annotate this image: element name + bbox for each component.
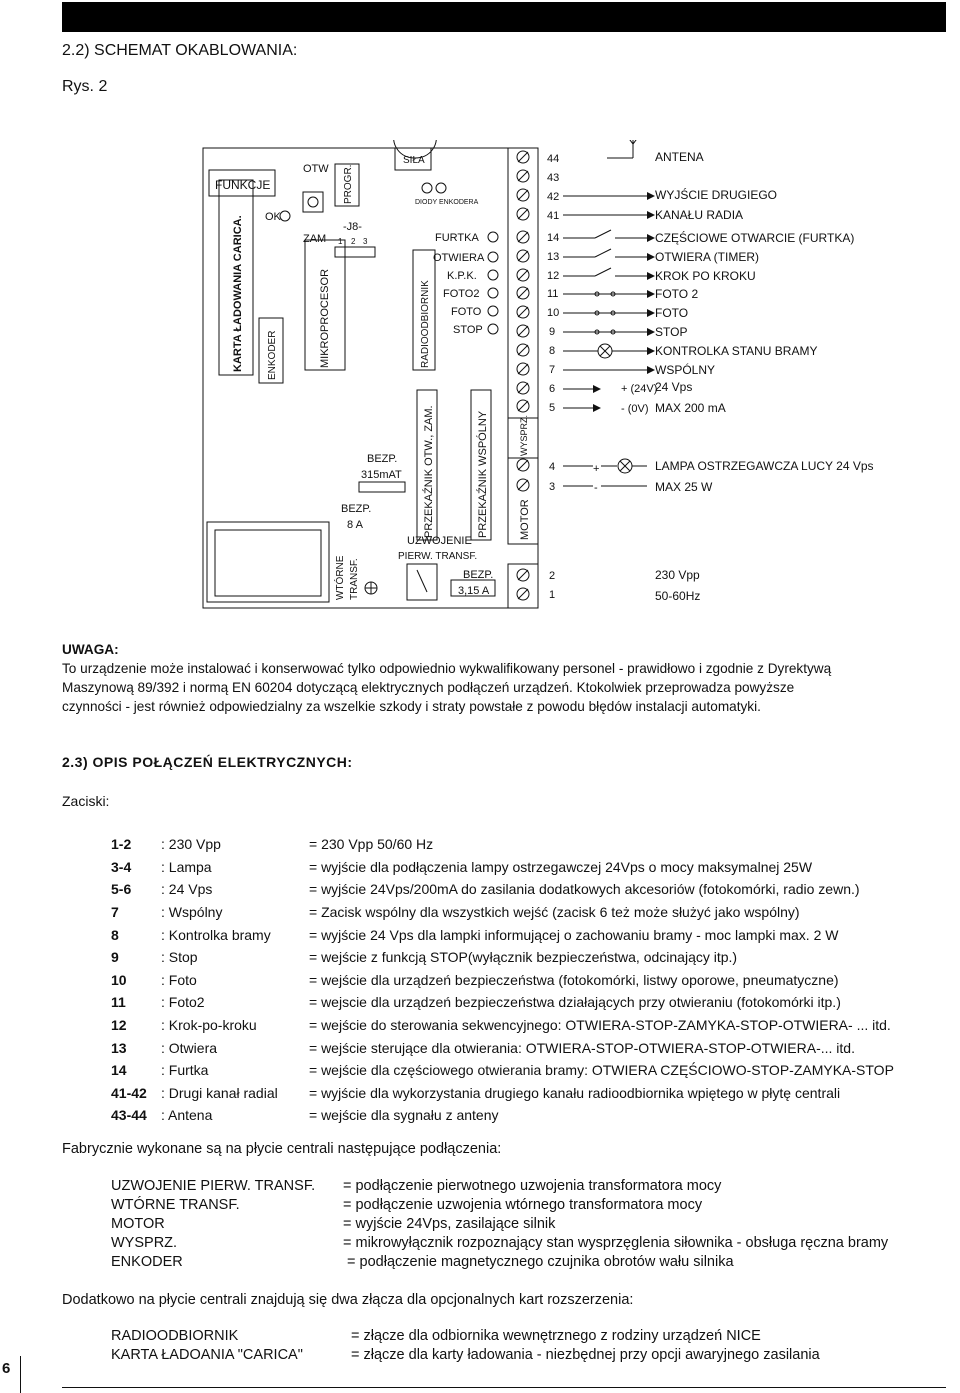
terminal-table <box>111 833 894 1127</box>
terminal-10: 10 <box>547 307 560 319</box>
page-number: 6 <box>2 1360 11 1377</box>
terminal-desc: = wyjście dla podłączenia lampy ostrzegawczej 24Vps o mocy maksymalnej 25W <box>309 858 813 875</box>
diody-label: DIODY ENKODERA <box>415 199 479 206</box>
j8-pin-3: 3 <box>363 237 368 246</box>
terminal-desc: = wyjście 24Vps/200mA do zasilania dodatkowych akcesoriów (fotokomórki, radio zewn.) <box>309 881 860 898</box>
label-czesciowe: CZĘŚCIOWE OTWARCIE (FURTKA) <box>655 231 855 245</box>
terminal-1: 1 <box>549 589 556 601</box>
terminal-row <box>111 991 894 1014</box>
terminal-14: 14 <box>547 232 560 244</box>
terminal-desc: = 230 Vpp 50/60 Hz <box>309 836 434 853</box>
factory-key: ENKODER <box>111 1254 183 1270</box>
polarity-t6: + (24V) <box>621 383 658 395</box>
terminal-row <box>111 969 894 992</box>
terminal-3: 3 <box>549 481 556 493</box>
terminal-num: 3-4 <box>111 858 132 875</box>
polarity-t3: - <box>594 482 598 494</box>
terminal-row <box>111 878 894 901</box>
led-label-otwiera: OTWIERA <box>433 252 485 264</box>
factory-key: MOTOR <box>111 1216 165 1232</box>
label-230vpp: 230 Vpp <box>655 568 700 582</box>
terminal-row <box>111 901 894 924</box>
ok-button <box>280 211 290 221</box>
factory-item <box>111 1196 888 1215</box>
uzwojenie-2: PIERW. TRANSF. <box>398 551 478 562</box>
bezp-315mat-2: 315mAT <box>361 469 402 481</box>
terminal-row <box>111 1036 894 1059</box>
expansion-item <box>111 1346 820 1365</box>
factory-intro: Fabrycznie wykonane są na płycie centrali następujące podłączenia: <box>62 1141 502 1157</box>
expansion-value: = złącze dla odbiornika wewnętrznego z rodziny urządzeń NICE <box>351 1328 761 1344</box>
wtorne-1: WTÓRNE <box>335 555 346 600</box>
led-label-foto: FOTO <box>451 306 482 318</box>
zaciski-label: Zaciski: <box>62 793 110 809</box>
enkoder-label: ENKODER <box>267 330 278 380</box>
bezp-315mat-1: BEZP. <box>367 453 398 465</box>
factory-value: = podłączenie pierwotnego uzwojenia transformatora mocy <box>343 1178 722 1194</box>
terminal-desc: = wejście z funkcją STOP(wyłącznik bezpieczeństwa, odcinający itp.) <box>309 949 738 966</box>
label-max200: MAX 200 mA <box>655 401 726 415</box>
factory-item <box>111 1215 888 1234</box>
factory-list <box>111 1177 888 1272</box>
label-vps: 24 Vps <box>655 380 693 394</box>
terminal-name: : Foto2 <box>161 994 205 1011</box>
polarity-t4: + <box>593 463 600 475</box>
label-foto: FOTO <box>655 306 689 320</box>
led-label-foto2: FOTO2 <box>443 288 480 300</box>
factory-item <box>111 1177 888 1196</box>
label-hz: 50-60Hz <box>655 589 701 603</box>
terminal-name: : Kontrolka bramy <box>161 926 271 943</box>
terminal-12: 12 <box>547 270 560 282</box>
motor-label: MOTOR <box>519 499 531 540</box>
warning-line-3: czynności - jest również odpowiedzialny za wszelkie szkody i straty powstałe z powodu błędów instalacji automatyki. <box>62 699 761 714</box>
funkcje-label: FUNKCJE <box>215 178 271 192</box>
header-bar <box>62 2 946 32</box>
otw-label: OTW <box>303 163 329 175</box>
terminal-name: : Lampa <box>161 858 212 875</box>
factory-item <box>111 1253 888 1272</box>
terminal-2: 2 <box>549 570 556 582</box>
label-kontrolka: KONTROLKA STANU BRAMY <box>655 344 818 358</box>
terminal-row <box>111 833 894 856</box>
transformer-core <box>215 530 321 596</box>
led-label-stop: STOP <box>453 324 483 336</box>
label-krok: KROK PO KROKU <box>655 269 756 283</box>
led-label-furtka: FURTKA <box>435 232 479 244</box>
terminal-num: 14 <box>111 1062 127 1079</box>
terminal-desc: = wejście dla urządzeń bezpieczeństwa (fotokomórki, listwy oporowe, pneumatyczne) <box>309 971 839 988</box>
terminal-num: 8 <box>111 926 119 943</box>
terminal-name: : Antena <box>161 1107 213 1124</box>
polarity-t5: - (0V) <box>621 403 649 415</box>
bezp-315a-2: 3,15 A <box>458 585 490 597</box>
terminal-name: : Foto <box>161 971 197 988</box>
zam-label: ZAM <box>303 233 327 245</box>
terminal-num: 9 <box>111 949 119 966</box>
terminal-num: 5-6 <box>111 881 132 898</box>
factory-key: UZWOJENIE PIERW. TRANSF. <box>111 1178 316 1194</box>
wtorne-2: TRANSF. <box>349 558 360 600</box>
label-wyjscie2: KANAŁU RADIA <box>655 208 744 222</box>
terminal-name: : Drugi kanał radial <box>161 1084 278 1101</box>
terminal-row <box>111 1082 894 1105</box>
uzwojenie-1: UZWOJENIE <box>407 535 472 547</box>
label-stop: STOP <box>655 325 688 339</box>
terminal-row <box>111 1104 894 1127</box>
terminal-numbers <box>547 153 559 601</box>
terminal-num: 1-2 <box>111 836 132 853</box>
connection-labels <box>655 150 874 603</box>
terminal-name: : 230 Vpp <box>161 836 221 853</box>
bezp-8a-1: BEZP. <box>341 503 372 515</box>
terminal-row <box>111 923 894 946</box>
progr-label: PROGR. <box>343 164 354 204</box>
terminal-num: 7 <box>111 904 119 921</box>
transformer-block <box>207 522 329 602</box>
bottom-rule <box>62 1387 946 1388</box>
terminal-num: 41-42 <box>111 1084 147 1101</box>
label-otwiera: OTWIERA (TIMER) <box>655 250 759 264</box>
warning-line-1: To urządzenie może instalować i konserwować tylko odpowiednio wykwalifikowany personel - prawidłowo i zgodnie z Dyrektywą <box>62 661 832 676</box>
terminal-row <box>111 1014 894 1037</box>
terminal-desc: = wyjście dla wykorzystania drugiego kanału radioodbiornika wpiętego w płytę centrali <box>309 1084 841 1101</box>
warning-title: UWAGA: <box>62 642 119 657</box>
bezp-315a-1: BEZP. <box>463 569 494 581</box>
expansion-key: KARTA ŁADOANIA "CARICA" <box>111 1347 303 1363</box>
j8-pin-1: 1 <box>338 237 343 246</box>
factory-value: = wyjście 24Vps, zasilające silnik <box>343 1216 556 1232</box>
relay-otw-label: PRZEKAŹNIK OTW., ZAM. <box>423 405 435 538</box>
terminal-num: 13 <box>111 1039 127 1056</box>
mikroprocesor-label: MIKROPROCESOR <box>319 268 331 368</box>
led-label-kpk: K.P.K. <box>447 270 477 282</box>
terminal-row <box>111 856 894 879</box>
terminal-desc: = wejście sterujące dla otwierania: OTWIERA-STOP-OTWIERA-STOP-OTWIERA-... itd. <box>309 1039 855 1056</box>
terminal-7: 7 <box>549 364 556 376</box>
terminal-8: 8 <box>549 345 556 357</box>
warning-line-2: Maszynową 89/392 i normą EN 60204 dotyczącą elektrycznych podłączeń urządzeń. Ktokolwiek przeprowadza powyższe <box>62 680 795 695</box>
terminal-name: : Krok-po-kroku <box>161 1017 257 1034</box>
terminal-strip-top <box>508 148 538 418</box>
terminal-desc: = wejscie dla urządzeń bezpieczeństwa działających przy otwieraniu (fotokomórki itp.) <box>309 994 841 1011</box>
terminal-11: 11 <box>547 288 559 300</box>
terminal-desc: = wejście dla sygnału z anteny <box>309 1107 499 1124</box>
label-max25: MAX 25 W <box>655 480 713 494</box>
terminal-desc: = Zacisk wspólny dla wszystkich wejść (zacisk 6 też może służyć jako wspólny) <box>309 904 800 921</box>
expansion-item <box>111 1327 820 1346</box>
terminal-5: 5 <box>549 402 556 414</box>
expansion-intro: Dodatkowo na płycie centrali znajdują się dwa złącza dla opcjonalnych kart rozszerzenia: <box>62 1292 634 1308</box>
factory-value: = podłączenie uzwojenia wtórnego transformatora mocy <box>343 1197 703 1213</box>
terminal-num: 43-44 <box>111 1107 147 1124</box>
radio-label: RADIOODBIORNIK <box>420 280 431 368</box>
led-column <box>433 232 498 336</box>
terminal-num: 12 <box>111 1017 127 1034</box>
relay-wsp-label: PRZEKAŹNIK WSPÓLNY <box>477 410 489 538</box>
terminal-num: 11 <box>111 994 126 1011</box>
sila-label: SIŁA <box>403 155 425 166</box>
factory-value: = mikrowyłącznik rozpoznający stan wysprzęglenia siłownika - obsługa ręczna bramy <box>343 1235 889 1251</box>
section-heading-2-2: 2.2) SCHEMAT OKABLOWANIA: <box>62 42 298 59</box>
j8-label: -J8- <box>343 221 362 233</box>
expansion-value: = złącze dla karty ładowania - niezbędnej przy opcji awaryjnego zasilania <box>351 1347 820 1363</box>
figure-label: Rys. 2 <box>62 78 108 95</box>
terminal-row <box>111 946 894 969</box>
expansion-list <box>111 1327 820 1365</box>
label-antena: ANTENA <box>655 150 704 164</box>
factory-key: WTÓRNE TRANSF. <box>111 1197 240 1213</box>
terminal-desc: = wyjście 24 Vps dla lampki informującej o zachowaniu bramy - moc lampki max. 2 W <box>309 926 839 943</box>
terminal-44: 44 <box>547 153 560 165</box>
otw-button <box>303 192 323 212</box>
terminal-num: 10 <box>111 971 127 988</box>
label-lampa: LAMPA OSTRZEGAWCZA LUCY 24 Vps <box>655 459 874 473</box>
wiring-diagram <box>195 140 955 610</box>
terminal-name: : Furtka <box>161 1062 209 1079</box>
terminal-41: 41 <box>547 210 560 222</box>
terminal-name: : 24 Vps <box>161 881 213 898</box>
terminal-9: 9 <box>549 326 556 338</box>
bezp-8a-2: 8 A <box>347 519 363 531</box>
label-wyjscie1: WYJŚCIE DRUGIEGO <box>655 188 778 202</box>
terminal-43: 43 <box>547 172 560 184</box>
factory-key: WYSPRZ. <box>111 1235 178 1251</box>
antenna-icon <box>607 140 639 158</box>
terminal-desc: = wejście do sterowania sekwencyjnego: OTWIERA-STOP-ZAMYKA-STOP-OTWIERA- ... itd. <box>309 1017 891 1034</box>
terminal-desc: = wejście dla częściowego otwierania bramy: OTWIERA CZĘŚCIOWO-STOP-ZAMYKA-STOP <box>309 1062 894 1079</box>
terminal-6: 6 <box>549 383 556 395</box>
terminal-row <box>111 1059 894 1082</box>
terminal-name: : Stop <box>161 949 198 966</box>
factory-value: = podłączenie magnetycznego czujnika obrotów wału silnika <box>343 1254 734 1270</box>
section-heading-2-3: 2.3) OPIS POŁĄCZEŃ ELEKTRYCZNYCH: <box>62 754 353 770</box>
terminal-name: : Wspólny <box>161 904 223 921</box>
switch-contacts <box>563 230 647 486</box>
terminal-42: 42 <box>547 191 560 203</box>
terminal-13: 13 <box>547 251 560 263</box>
karta-label: KARTA ŁADOWANIA CARICA. <box>232 215 244 372</box>
factory-item <box>111 1234 888 1253</box>
expansion-key: RADIOODBIORNIK <box>111 1328 239 1344</box>
j8-pin-2: 2 <box>351 237 356 246</box>
terminal-4: 4 <box>549 461 556 473</box>
ok-label: OK <box>265 211 281 223</box>
label-foto2: FOTO 2 <box>655 287 699 301</box>
wysprz-label: WYSPRZ. <box>519 414 529 456</box>
label-wspolny: WSPÓLNY <box>655 363 716 377</box>
terminal-name: : Otwiera <box>161 1039 218 1056</box>
